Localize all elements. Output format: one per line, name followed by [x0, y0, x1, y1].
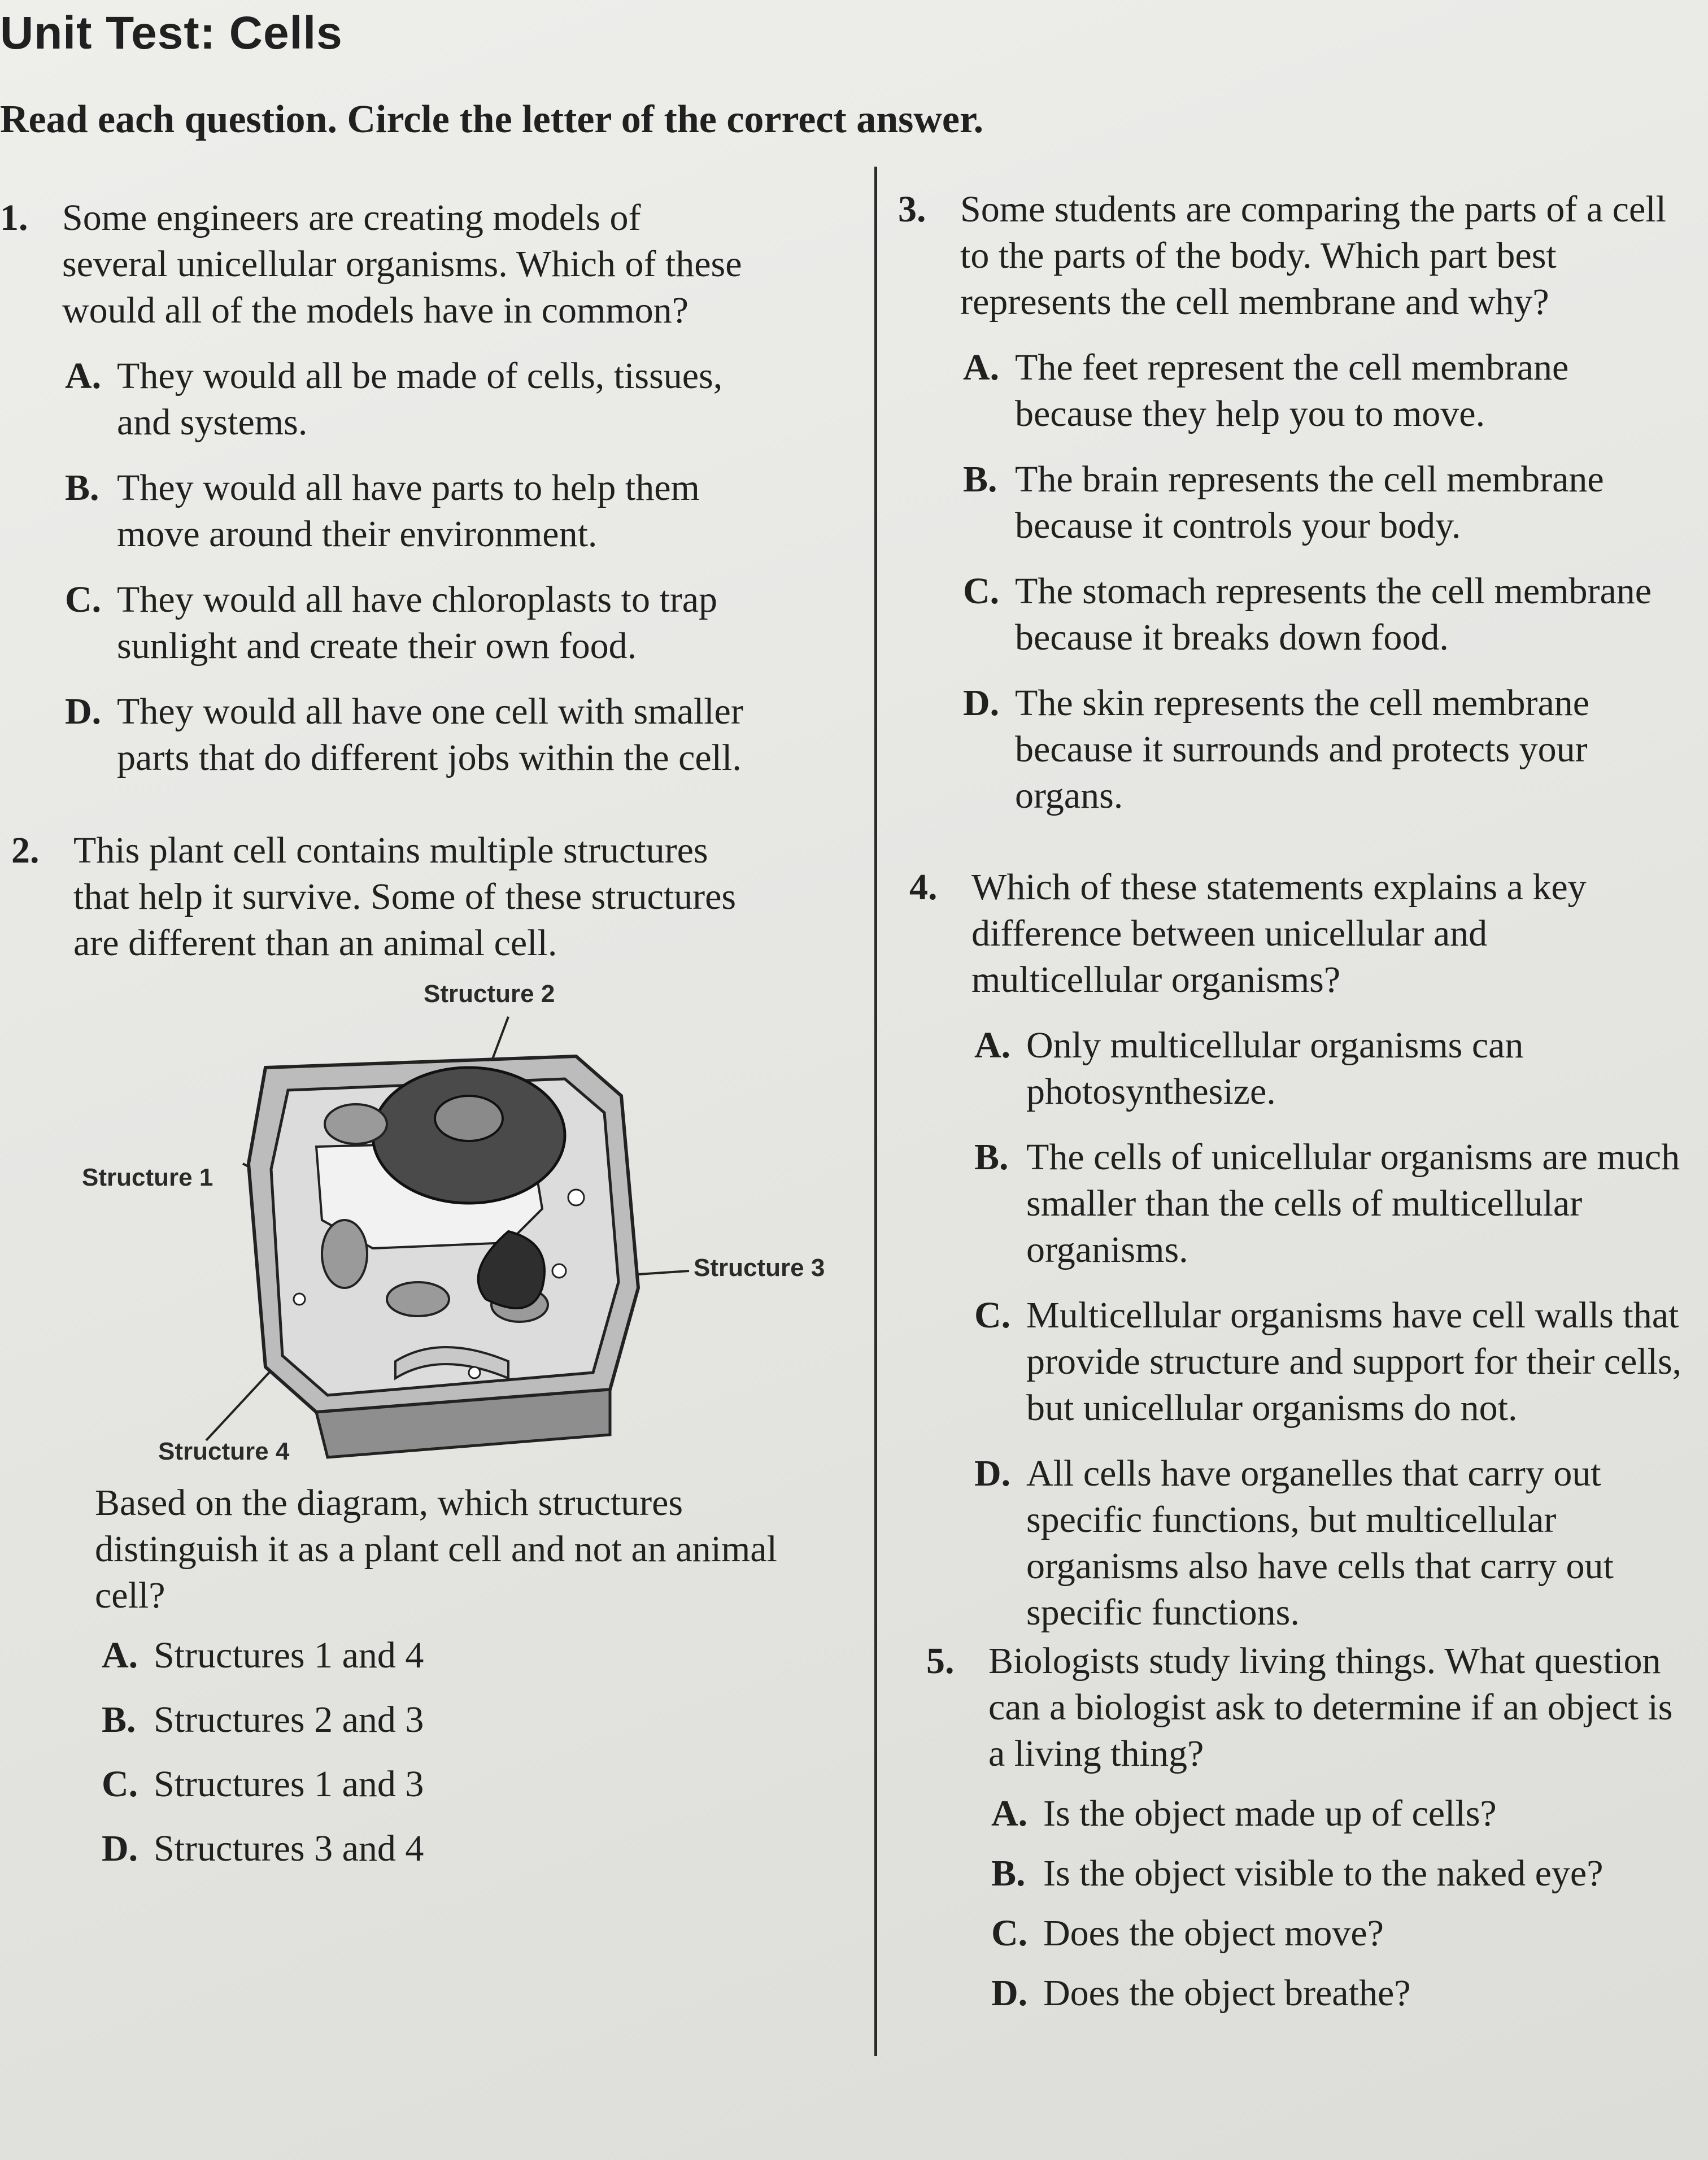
choice-text: Structures 1 and 3 — [154, 1763, 424, 1805]
choice-text: Structures 3 and 4 — [154, 1828, 424, 1869]
choice-text: Structures 1 and 4 — [154, 1635, 424, 1676]
choice-letter: D. — [963, 682, 1000, 724]
choice-text: Is the object visible to the naked eye? — [1043, 1853, 1604, 1894]
question-2-choices — [102, 1627, 610, 1872]
question-text: This plant cell contains multiple structures that help it survive. Some of these structures are different than an animal cell. — [73, 830, 737, 964]
choice-text: The feet represent the cell membrane because they help you to move. — [1015, 347, 1569, 434]
answer-choice-b[interactable] — [65, 465, 760, 558]
choice-letter: D. — [991, 1972, 1028, 2014]
structure-2-label: Structure 2 — [424, 980, 555, 1008]
choice-text: Multicellular organisms have cell walls that provide structure and support for their cells, but unicellular organisms do not. — [1026, 1295, 1682, 1429]
answer-choice-c[interactable] — [991, 1910, 1686, 1957]
question-text: Some students are comparing the parts of a cell to the parts of the body. Which part best represents the cell membrane and why? — [960, 189, 1666, 323]
plant-cell-diagram — [79, 1005, 700, 1469]
answer-choice-c[interactable] — [65, 577, 760, 669]
choice-letter: A. — [991, 1793, 1028, 1834]
choice-text: The brain represents the cell membrane because it controls your body. — [1015, 459, 1604, 546]
choice-letter: B. — [102, 1699, 136, 1740]
choice-letter: C. — [991, 1913, 1028, 1954]
choice-text: They would all have chloroplasts to trap sunlight and create their own food. — [117, 579, 718, 667]
question-number: 2. — [11, 830, 40, 871]
question-number: 5. — [926, 1640, 955, 1682]
choice-letter: B. — [65, 467, 99, 508]
choice-text: All cells have organelles that carry out specific functions, but multicellular organisms also have cells that carry out specific functions. — [1026, 1453, 1614, 1633]
choice-letter: B. — [991, 1853, 1026, 1894]
choice-letter: C. — [102, 1763, 138, 1805]
choice-letter: C. — [963, 571, 1000, 612]
choice-text: They would all have parts to help them move around their environment. — [117, 467, 700, 555]
structure-1-label: Structure 1 — [82, 1164, 213, 1191]
choice-letter: B. — [974, 1136, 1009, 1178]
structure-4-label: Structure 4 — [158, 1438, 290, 1465]
choice-text: Is the object made up of cells? — [1043, 1793, 1497, 1834]
choice-text: Only multicellular organisms can photosynthesize. — [1026, 1025, 1524, 1112]
answer-choice-a[interactable] — [102, 1632, 610, 1679]
choice-letter: A. — [102, 1635, 138, 1676]
answer-choice-a[interactable] — [963, 345, 1680, 437]
choice-letter: D. — [102, 1828, 138, 1869]
column-divider — [874, 167, 877, 2056]
choice-letter: C. — [974, 1295, 1011, 1336]
answer-choice-d[interactable] — [102, 1826, 610, 1872]
answer-choice-b[interactable] — [991, 1850, 1686, 1897]
answer-choice-d[interactable] — [991, 1970, 1686, 2017]
answer-choice-b[interactable] — [974, 1134, 1686, 1273]
page-title: Unit Test: Cells — [0, 7, 343, 59]
answer-choice-a[interactable] — [65, 353, 760, 446]
question-number: 1. — [0, 197, 28, 238]
choice-letter: C. — [65, 579, 102, 620]
chloroplast — [322, 1220, 367, 1288]
chloroplast — [325, 1104, 387, 1144]
answer-choice-a[interactable] — [974, 1022, 1686, 1115]
question-2 — [11, 828, 762, 966]
choice-text: They would all be made of cells, tissues, and systems. — [117, 355, 723, 443]
question-2-followup: Based on the diagram, which structures distinguish it as a plant cell and not an animal cell? — [95, 1482, 777, 1616]
answer-choice-c[interactable] — [102, 1761, 610, 1808]
answer-choice-d[interactable] — [65, 689, 760, 781]
choice-letter: D. — [65, 691, 102, 732]
answer-choice-d[interactable] — [963, 680, 1680, 819]
answer-choice-b[interactable] — [963, 456, 1680, 549]
choice-letter: A. — [963, 347, 1000, 388]
question-number: 3. — [898, 189, 926, 230]
choice-text: The skin represents the cell membrane because it surrounds and protects your organs. — [1015, 682, 1590, 816]
choice-text: Does the object breathe? — [1043, 1972, 1411, 2014]
choice-text: The cells of unicellular organisms are much smaller than the cells of multicellular organisms. — [1026, 1136, 1680, 1270]
answer-choice-a[interactable] — [991, 1791, 1686, 1837]
answer-choice-c[interactable] — [974, 1292, 1686, 1431]
question-4 — [909, 864, 1686, 1636]
answer-choice-c[interactable] — [963, 568, 1680, 661]
nucleolus — [435, 1096, 503, 1141]
question-text: Which of these statements explains a key difference between unicellular and multicellular organisms? — [971, 866, 1587, 1000]
chloroplast — [387, 1282, 449, 1316]
choice-text: Structures 2 and 3 — [154, 1699, 424, 1740]
question-3 — [898, 186, 1683, 819]
choice-letter: A. — [974, 1025, 1011, 1066]
instructions: Read each question. Circle the letter of the correct answer. — [0, 98, 984, 141]
choice-letter: A. — [65, 355, 102, 397]
question-text: Some engineers are creating models of several unicellular organisms. Which of these would all of the models have in common? — [62, 197, 742, 331]
answer-choice-d[interactable] — [974, 1451, 1686, 1636]
choice-letter: D. — [974, 1453, 1011, 1494]
answer-choice-b[interactable] — [102, 1697, 610, 1743]
question-text: Biologists study living things. What question can a biologist ask to determine if an object is a living thing? — [988, 1640, 1673, 1774]
structure-3-label: Structure 3 — [694, 1254, 825, 1282]
question-1 — [0, 195, 760, 781]
question-5 — [926, 1638, 1686, 2017]
choice-text: Does the object move? — [1043, 1913, 1384, 1954]
question-number: 4. — [909, 866, 938, 908]
choice-text: The stomach represents the cell membrane because it breaks down food. — [1015, 571, 1652, 658]
choice-letter: B. — [963, 459, 997, 500]
choice-text: They would all have one cell with smaller parts that do different jobs within the cell. — [117, 691, 743, 778]
